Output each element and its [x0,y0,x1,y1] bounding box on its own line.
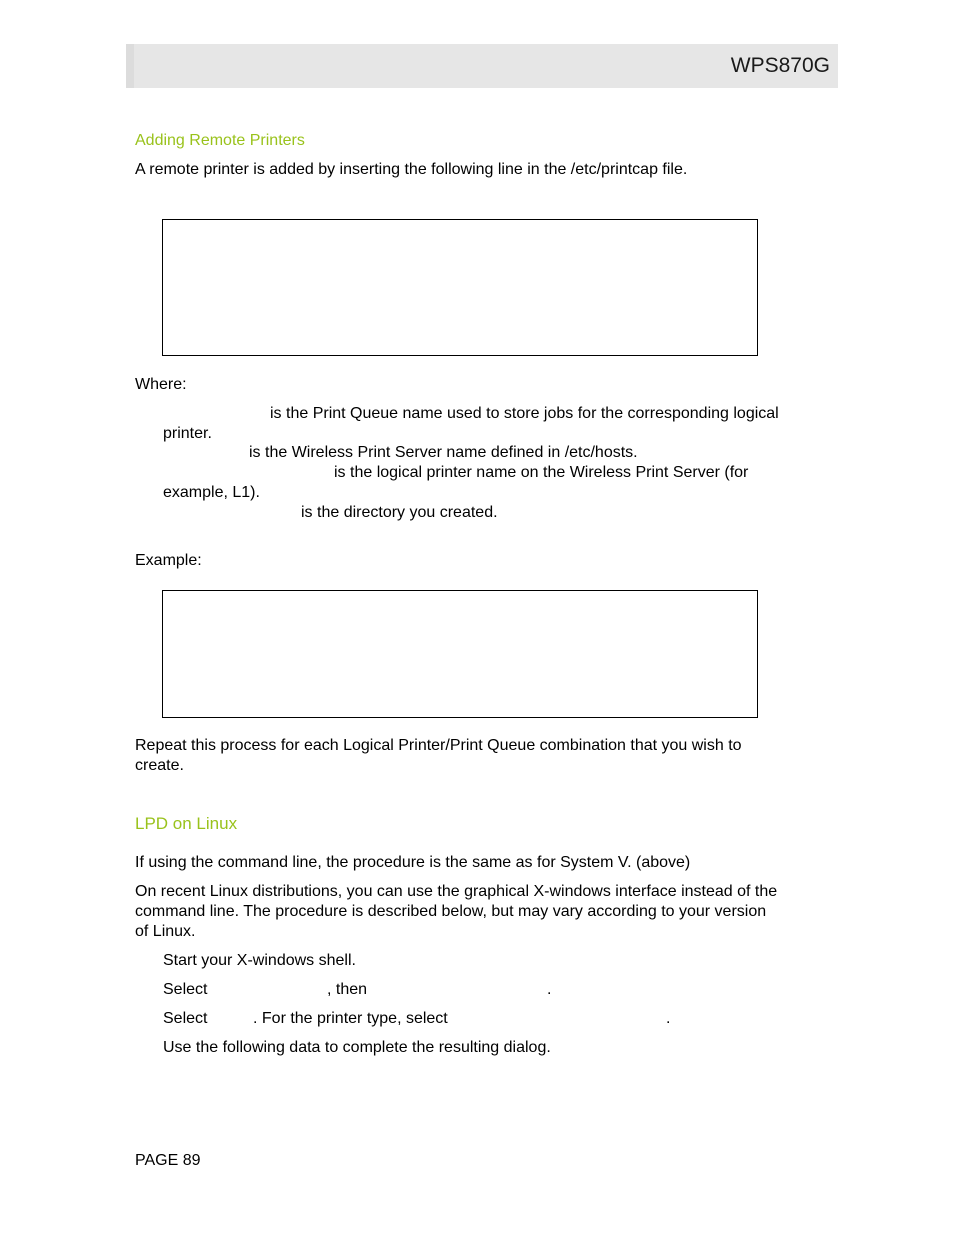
step-3-period: . [666,1010,671,1027]
step-2-select: Select [163,981,208,998]
command-line-paragraph: If using the command line, the procedure is the same as for System V. (above) [135,854,691,871]
example-label: Example: [135,552,202,569]
linux-paragraph-line3: of Linux. [135,923,196,940]
page-header [126,44,838,88]
repeat-paragraph-line2: create. [135,757,184,774]
where-queue-line-cont: printer. [163,425,212,442]
step-1: Start your X-windows shell. [163,952,356,969]
step-4: Use the following data to complete the resulting dialog. [163,1039,551,1056]
step-2-period: . [547,981,552,998]
where-directory-line: is the directory you created. [301,504,498,521]
intro-paragraph: A remote printer is added by inserting the following line in the /etc/printcap file. [135,161,688,178]
header-edge [126,44,134,88]
page-number: PAGE 89 [135,1152,201,1169]
section-heading-adding-remote-printers: Adding Remote Printers [135,132,305,149]
where-server-line: is the Wireless Print Server name defined in /etc/hosts. [249,444,638,461]
step-3-printer-type: . For the printer type, select [253,1010,448,1027]
where-label: Where: [135,376,187,393]
where-printer-line-cont: example, L1). [163,484,260,501]
example-box [162,590,758,718]
where-printer-line: is the logical printer name on the Wireless Print Server (for [334,464,749,481]
step-2-then: , then [327,981,368,998]
section-heading-lpd-linux: LPD on Linux [135,814,238,833]
header-title: WPS870G [730,54,830,77]
printcap-entry-box [162,219,758,356]
linux-paragraph-line2: command line. The procedure is described below, but may vary according to your version [135,903,767,920]
linux-paragraph-line1: On recent Linux distributions, you can use the graphical X-windows interface instead of the [135,883,778,900]
where-queue-line: is the Print Queue name used to store jobs for the corresponding logical [270,405,779,422]
repeat-paragraph-line1: Repeat this process for each Logical Printer/Print Queue combination that you wish to [135,737,742,754]
step-3-select: Select [163,1010,208,1027]
